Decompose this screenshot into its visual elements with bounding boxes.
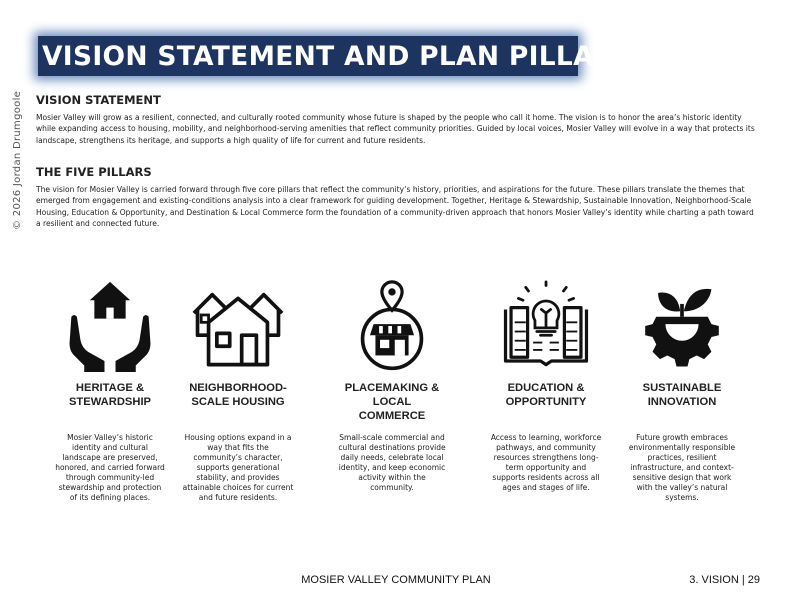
vision-heading: VISION STATEMENT [36, 93, 161, 107]
pillar-heritage [55, 280, 165, 502]
houses-icon [192, 280, 284, 372]
pillars-heading: THE FIVE PILLARS [36, 165, 152, 179]
pillar-title: NEIGHBORHOOD-SCALE HOUSING [189, 382, 287, 408]
pillar-description: Future growth embraces environmentally responsible practices, resilient infrastructure, and context-sensitive design that work with the valley’s natural systems. [628, 433, 736, 502]
pillar-title: SUSTAINABLE INNOVATION [642, 382, 722, 408]
pillars-text: The vision for Mosier Valley is carried forward through five core pillars that reflect the community’s history, priorities, and aspirations for the future. These pillars translate the themes that emerged from engagement and existing-conditions analysis into a clear framework for guiding development. Together, Heritage & Stewardship, Sustainable Innovation, Neighborhood-Scale Housing, Education & Opportunity, and Destination & Local Commerce form the foundation of a community-driven approach that honors Mosier Valley’s identity while charting a path toward a resilient and connected future. [36, 185, 754, 229]
pillar-description: Mosier Valley’s historic identity and cultural landscape are preserved, honored, and carried forward through community-led stewardship and protection of its defining places. [55, 433, 165, 502]
pillar-education [490, 280, 602, 492]
pillar-housing [182, 280, 294, 502]
copyright-notice: © 2026 Jordan Drumgoole [12, 90, 23, 230]
title-banner [38, 36, 635, 76]
pillar-sustainable [628, 280, 736, 502]
pillar-description: Small-scale commercial and cultural destinations provide daily needs, celebrate local identity, and keep economic activity within the community. [338, 433, 446, 492]
page-number: 3. VISION | 29 [689, 574, 760, 586]
footer-plan-title: MOSIER VALLEY COMMUNITY PLAN [301, 574, 491, 586]
pillar-title: HERITAGE & STEWARDSHIP [68, 382, 152, 408]
leaf-gear-icon [636, 280, 728, 372]
pillar-description: Housing options expand in a way that fits the community’s character, supports generational stability, and provides attainable choices for current and future residents. [182, 433, 294, 502]
pillar-placemaking [338, 280, 446, 492]
hands-house-icon [64, 280, 156, 372]
vision-text: Mosier Valley will grow as a resilient, connected, and culturally rooted community whose future is shaped by the people who call it home. The vision is to honor the area’s historic identity while expanding access to housing, mobility, and neighborhood-serving amenities that reflect community priorities. Guided by local voices, Mosier Valley will evolve in a way that protects its landscape, strengthens its heritage, and supports a high quality of life for current and future residents. [36, 113, 755, 145]
pillar-description: Access to learning, workforce pathways, and community resources strengthens long-term opportunity and supports residents across all ages and stages of life. [490, 433, 602, 492]
pillar-title: EDUCATION & OPPORTUNITY [505, 382, 587, 408]
pillar-title: PLACEMAKING & LOCAL COMMERCE [344, 382, 440, 422]
storefront-pin-icon [346, 280, 438, 372]
page-title: VISION STATEMENT AND PLAN PILLARS [42, 41, 635, 72]
book-lightbulb-icon [500, 280, 592, 372]
